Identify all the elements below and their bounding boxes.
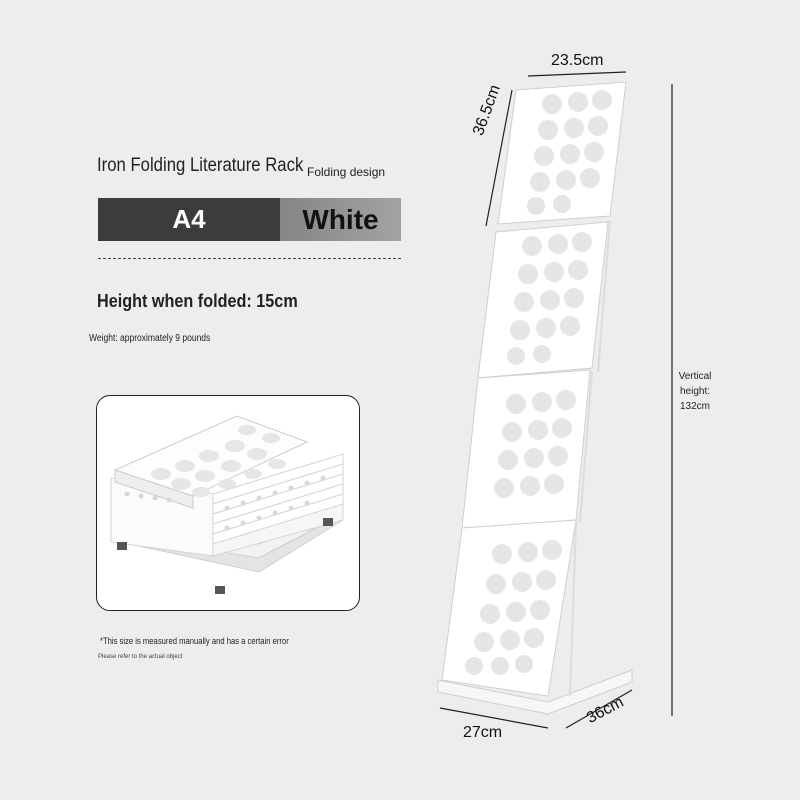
- spec-badges: [98, 198, 401, 241]
- folded-height-text: Height when folded: 15cm: [97, 291, 298, 311]
- color-badge: White: [280, 198, 401, 241]
- folded-rack-photo: [96, 395, 360, 611]
- measurement-note: *This size is measured manually and has a certain error: [100, 636, 289, 646]
- product-subtitle: Folding design: [307, 165, 386, 179]
- folded-rack-image: [97, 396, 359, 610]
- refer-note: Please refer to the actual object: [98, 654, 183, 660]
- vertical-height-label: Vertical height: 132cm: [678, 371, 712, 412]
- base-width-label: 27cm: [463, 724, 503, 741]
- shelf-depth-label: 36.5cm: [470, 82, 504, 138]
- top-width-label: 23.5cm: [551, 52, 604, 69]
- weight-text: Weight: approximately 9 pounds: [89, 333, 211, 344]
- dashed-divider: [98, 258, 401, 259]
- title-row: [97, 155, 417, 181]
- product-title: Iron Folding Literature Rack: [97, 155, 304, 176]
- size-badge: A4: [98, 198, 280, 241]
- standing-rack-illustration: [420, 60, 700, 740]
- base-depth-label: 36cm: [584, 693, 627, 728]
